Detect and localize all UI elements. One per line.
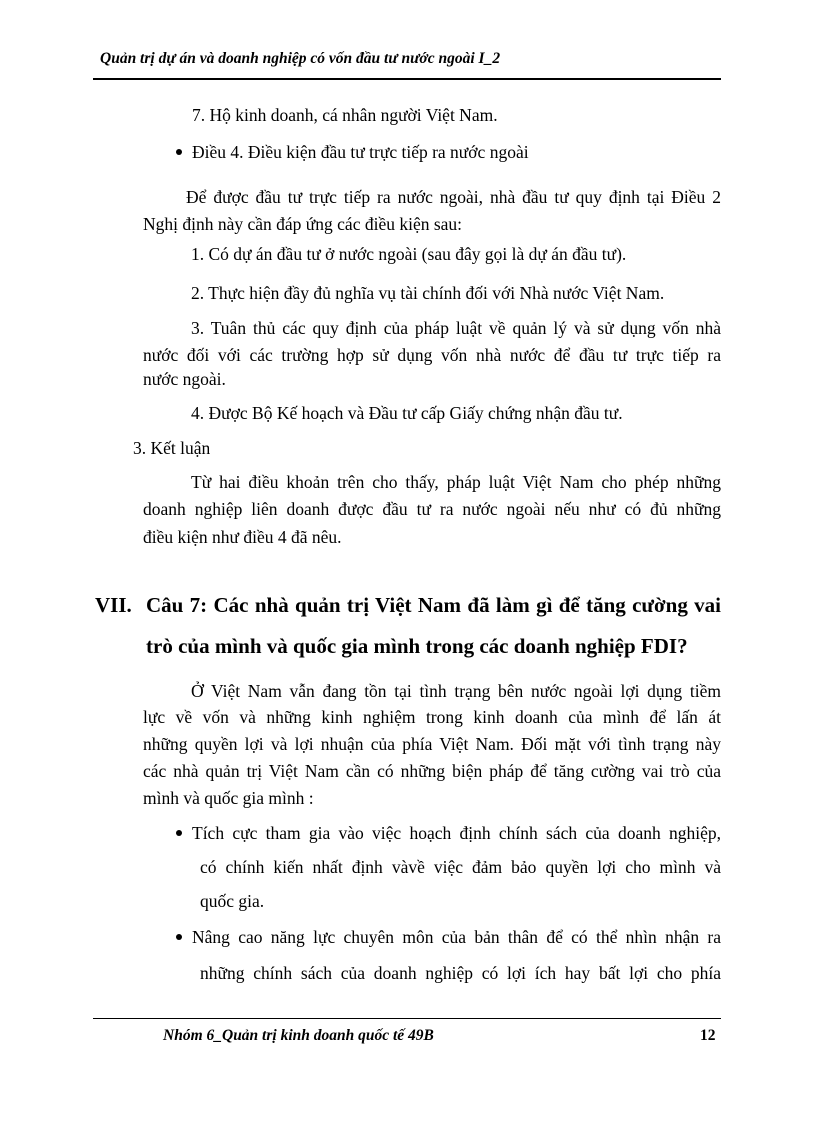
condition-1: 1. Có dự án đầu tư ở nước ngoài (sau đây gọi là dự án đầu tư). bbox=[191, 244, 627, 264]
running-header: Quản trị dự án và doanh nghiệp có vốn đầu tư nước ngoài I_2 bbox=[100, 50, 501, 67]
condition-3-line: 3. Tuân thủ các quy định của pháp luật về quản lý và sử dụng vốn nhà bbox=[191, 318, 721, 338]
bullet-1-line: Tích cực tham gia vào việc hoạch định chính sách của doanh nghiệp, bbox=[192, 823, 721, 843]
section-number: VII. bbox=[95, 593, 132, 617]
condition-4: 4. Được Bộ Kế hoạch và Đầu tư cấp Giấy chứng nhận đầu tư. bbox=[191, 403, 623, 423]
bullet-1-line: quốc gia. bbox=[200, 891, 265, 911]
paragraph-line: mình và quốc gia mình : bbox=[143, 788, 314, 808]
condition-3-line: nước đối với các trường hợp sử dụng vốn nhà nước để đầu tư trực tiếp ra bbox=[143, 345, 721, 365]
condition-3-line: nước ngoài. bbox=[143, 369, 226, 389]
item-7: 7. Hộ kinh doanh, cá nhân người Việt Nam. bbox=[192, 105, 498, 125]
paragraph-line: Ở Việt Nam vẫn đang tồn tại tình trạng bên nước ngoài lợi dụng tiềm bbox=[191, 681, 721, 701]
conclusion-line: Từ hai điều khoản trên cho thấy, pháp luật Việt Nam cho phép những bbox=[191, 472, 721, 492]
running-footer: Nhóm 6_Quản trị kinh doanh quốc tế 49B bbox=[163, 1027, 434, 1044]
conclusion-heading: 3. Kết luận bbox=[133, 438, 211, 458]
bullet-icon bbox=[176, 934, 182, 940]
condition-2: 2. Thực hiện đầy đủ nghĩa vụ tài chính đối với Nhà nước Việt Nam. bbox=[191, 283, 665, 303]
bullet-2-line: những chính sách của doanh nghiệp có lợi ích hay bất lợi cho phía bbox=[200, 963, 721, 983]
paragraph-line: các nhà quản trị Việt Nam cần có những biện pháp để tăng cường vai trò của bbox=[143, 761, 721, 781]
article-4-intro-line: Nghị định này cần đáp ứng các điều kiện sau: bbox=[143, 214, 463, 234]
page-number: 12 bbox=[700, 1027, 716, 1044]
paragraph-line: lực về vốn và những kinh nghiệm trong kinh doanh của mình để lấn át bbox=[143, 707, 721, 727]
article-4-intro-line: Để được đầu tư trực tiếp ra nước ngoài, nhà đầu tư quy định tại Điều 2 bbox=[186, 187, 721, 207]
conclusion-line: điều kiện như điều 4 đã nêu. bbox=[143, 527, 342, 547]
section-heading: trò của mình và quốc gia mình trong các doanh nghiệp FDI? bbox=[146, 634, 688, 658]
article-4-title: Điều 4. Điều kiện đầu tư trực tiếp ra nước ngoài bbox=[192, 142, 529, 162]
bullet-2-line: Nâng cao năng lực chuyên môn của bản thân để có thể nhìn nhận ra bbox=[192, 927, 721, 947]
bullet-1-line: có chính kiến nhất định vàvề việc đảm bảo quyền lợi cho mình và bbox=[200, 857, 721, 877]
header-rule bbox=[93, 78, 721, 80]
bullet-icon bbox=[176, 830, 182, 836]
footer-rule bbox=[93, 1018, 721, 1019]
paragraph-line: những quyền lợi và lợi nhuận của phía Việt Nam. Đối mặt với tình trạng này bbox=[143, 734, 721, 754]
conclusion-line: doanh nghiệp liên doanh được đầu tư ra nước ngoài nếu như có đủ những bbox=[143, 499, 721, 519]
section-heading: Câu 7: Các nhà quản trị Việt Nam đã làm gì để tăng cường vai bbox=[146, 593, 721, 617]
bullet-icon bbox=[176, 149, 182, 155]
